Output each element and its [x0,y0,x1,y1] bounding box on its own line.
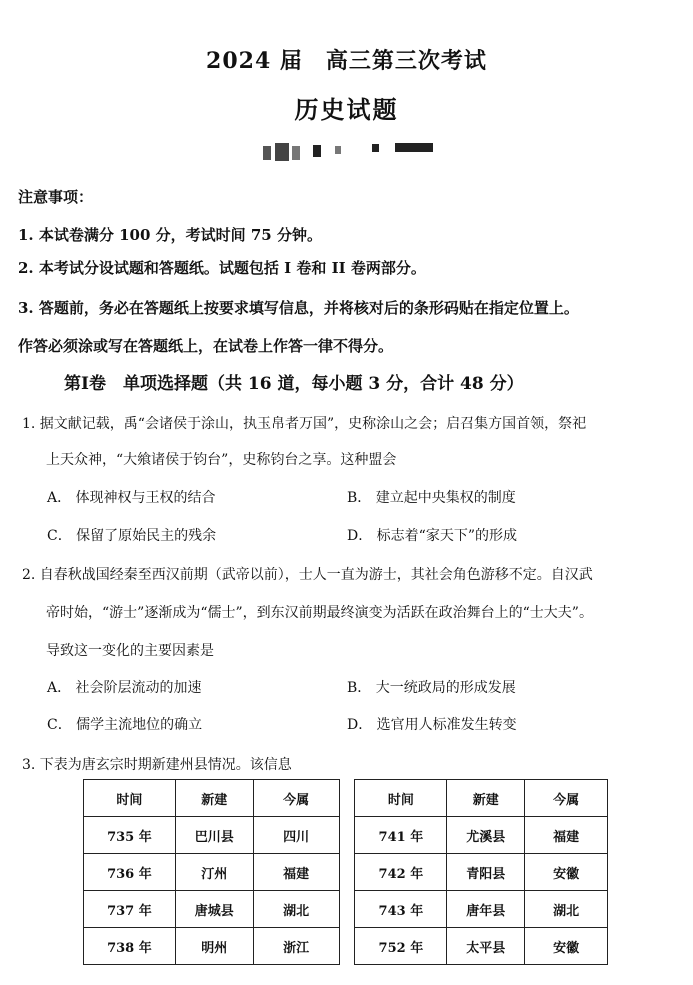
table-cell: 743 年 [355,891,447,928]
table-cell: 735 年 [84,817,176,854]
option-d: D． 选官用人标准发生转变 [347,717,517,733]
table-gap [339,780,355,817]
question-1-line: 1. 据文献记载，禹“会诸侯于涂山，执玉帛者万国”，史称涂山之会；启召集方国首领，祭祀 [22,416,587,432]
table-header: 时间 [355,780,447,817]
table-gap [339,854,355,891]
table-cell: 737 年 [84,891,176,928]
table-row [84,854,608,891]
table-gap [339,817,355,854]
exam-title: 2024 届 高三第三次考试 [206,48,487,74]
table-header: 新建 [447,780,525,817]
notice-item: 作答必须涂或写在答题纸上，在试卷上作答一律不得分。 [18,337,394,355]
table-cell: 唐城县 [175,891,253,928]
notice-item: 2. 本考试分设试题和答题纸。试题包括 I 卷和 II 卷两部分。 [18,259,426,277]
table-header: 今属 [253,780,339,817]
table-header: 新建 [175,780,253,817]
table-gap [339,928,355,965]
table-header: 今属 [525,780,608,817]
question-3-line: 3. 下表为唐玄宗时期新建州县情况。该信息 [22,757,292,773]
table-cell: 青阳县 [447,854,525,891]
table-gap [339,891,355,928]
table-cell: 752 年 [355,928,447,965]
table-cell: 巴川县 [175,817,253,854]
option-c: C． 保留了原始民主的残余 [47,528,217,544]
option-b: B． 建立起中央集权的制度 [347,490,516,506]
county-table [83,779,608,965]
table-cell: 汀州 [175,854,253,891]
table-header: 时间 [84,780,176,817]
table-cell: 湖北 [253,891,339,928]
table-cell: 738 年 [84,928,176,965]
table-header-row [84,780,608,817]
table-row [84,928,608,965]
notice-item: 1. 本试卷满分 100 分，考试时间 75 分钟。 [18,226,322,244]
option-a: A． 体现神权与王权的结合 [47,490,216,506]
table-cell: 741 年 [355,817,447,854]
table-cell: 湖北 [525,891,608,928]
table-cell: 安徽 [525,854,608,891]
table-cell: 唐年县 [447,891,525,928]
option-d: D． 标志着“家天下”的形成 [347,528,517,544]
question-1-line: 上天众神，“大飨诸侯于钧台”，史称钧台之享。这种盟会 [46,452,397,468]
table-cell: 浙江 [253,928,339,965]
notice-heading: 注意事项： [18,188,94,206]
notice-item: 3. 答题前，务必在答题纸上按要求填写信息，并将核对后的条形码贴在指定位置上。 [18,299,579,317]
table-cell: 福建 [253,854,339,891]
table-cell: 尤溪县 [447,817,525,854]
table-cell: 太平县 [447,928,525,965]
question-2-line: 帝时始，“游士”逐渐成为“儒士”，到东汉前期最终演变为活跃在政治舞台上的“士大夫”。 [46,605,593,621]
question-2-line: 导致这一变化的主要因素是 [46,643,214,659]
section-title: 第Ⅰ卷 单项选择题（共 16 道，每小题 3 分，合计 48 分） [64,374,524,394]
table-row [84,817,608,854]
subject-title: 历史试题 [294,95,399,124]
option-b: B． 大一统政局的形成发展 [347,680,516,696]
table-row [84,891,608,928]
table-cell: 736 年 [84,854,176,891]
table-cell: 福建 [525,817,608,854]
table-cell: 明州 [175,928,253,965]
question-2-line: 2. 自春秋战国经秦至西汉前期（武帝以前），士人一直为游士，其社会角色游移不定。自汉武 [22,567,593,583]
table-cell: 742 年 [355,854,447,891]
option-c: C． 儒学主流地位的确立 [47,717,203,733]
table-cell: 安徽 [525,928,608,965]
option-a: A． 社会阶层流动的加速 [47,680,202,696]
table-cell: 四川 [253,817,339,854]
